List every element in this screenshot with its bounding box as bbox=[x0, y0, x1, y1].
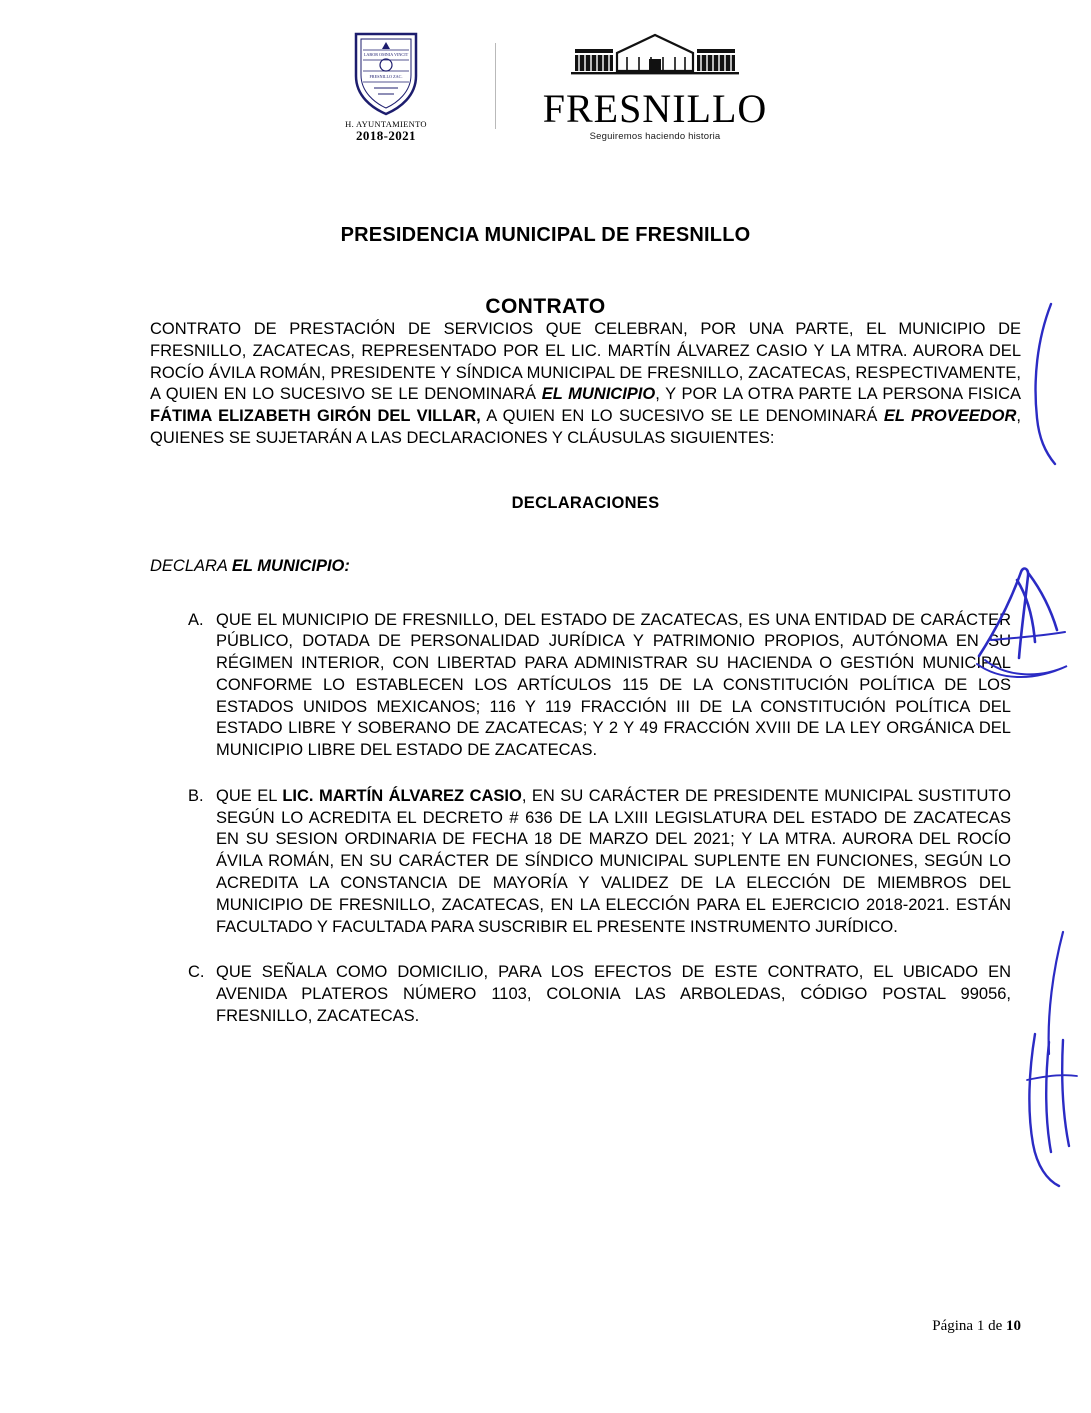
list-item-text bbox=[216, 786, 1011, 938]
list-item-text: QUE EL MUNICIPIO DE FRESNILLO, DEL ESTADO DE ZACATECAS, ES UNA ENTIDAD DE CARÁCTER PÚBLICO, DOTADA DE PERSONALIDAD JURÍDICA Y PATRIMONIO PROPIOS, AUTÓNOMA EN SU RÉGIMEN INTERIOR, CON LIBERTAD PARA ADMINISTRAR SU HACIENDA O GESTIÓN MUNICIPAL CONFORME LO ESTABLECEN LOS ARTÍCULOS 115 DE LA CONSTITUCIÓN POLÍTICA DE LOS ESTADOS UNIDOS MEXICANOS; 116 Y 119 FRACCIÓN III DE LA CONSTITUCIÓN POLÍTICA DEL ESTADO LIBRE Y SOBERANO DE ZACATECAS; Y 2 Y 49 FRACCIÓN XVIII DE LA LEY ORGÁNICA DEL MUNICIPIO LIBRE DEL ESTADO DE ZACATECAS. bbox=[216, 610, 1011, 760]
list-item-text-bold: LIC. MARTÍN ÁLVAREZ CASIO bbox=[282, 786, 522, 805]
declara-label: DECLARA bbox=[150, 556, 232, 575]
page-title-institution: PRESIDENCIA MUNICIPAL DE FRESNILLO bbox=[340, 224, 751, 246]
list-item-letter: C. bbox=[188, 963, 205, 982]
section-heading-declaraciones: DECLARACIONES bbox=[511, 493, 660, 512]
party-municipio-1: EL MUNICIPIO bbox=[541, 385, 656, 404]
intro-text-c: A QUIEN EN LO SUCESIVO SE LE DENOMINARÁ bbox=[480, 407, 884, 426]
list-item bbox=[188, 786, 1011, 938]
declara-party: EL MUNICIPIO: bbox=[231, 556, 350, 575]
declara-municipio-line bbox=[150, 557, 1021, 576]
page-number-prefix: Página 1 de bbox=[932, 1318, 1006, 1334]
list-item bbox=[188, 962, 1011, 1027]
intro-text-a: CONTRATO DE PRESTACIÓN DE SERVICIOS QUE CELEBRAN, POR UNA PARTE, EL MUNICIPIO DE FRESNILLO, ZACATECAS, REPRESENTADO POR EL LIC. MARTÍN ÁLVAREZ CASIO Y LA MTRA. AURORA DEL ROCÍO ÁVILA ROMÁN, PRESIDENTE Y SÍNDICA MUNICIPAL DE FRESNILLO, ZACATECAS, RESPECTIVAMENTE, A QUIEN EN LO SUCESIVO SE LE DENOMINARÁ bbox=[150, 320, 1021, 404]
list-item-text-prefix: QUE EL bbox=[216, 786, 283, 805]
declaration-list bbox=[188, 610, 1011, 1028]
party-proveedor-name: FÁTIMA ELIZABETH GIRÓN DEL VILLAR, bbox=[150, 407, 481, 426]
list-item-letter: B. bbox=[188, 786, 204, 805]
intro-text-d: , QUIENES SE SUJETARÁN A LAS DECLARACIONES Y CLÁUSULAS SIGUIENTES: bbox=[150, 407, 1022, 447]
page-number-total: 10 bbox=[1006, 1318, 1021, 1334]
crest-caption-line2: 2018-2021 bbox=[356, 127, 416, 143]
crest-caption-line1: H. AYUNTAMIENTO bbox=[345, 118, 427, 129]
document-header bbox=[0, 0, 1091, 146]
fresnillo-wordmark: FRESNILLO bbox=[542, 85, 768, 131]
fresnillo-logo-block bbox=[530, 31, 780, 142]
page-title-document: CONTRATO bbox=[485, 295, 606, 318]
svg-text:LABOR OMNIA VINCIT: LABOR OMNIA VINCIT bbox=[363, 51, 409, 57]
header-divider bbox=[495, 43, 496, 129]
intro-paragraph bbox=[150, 319, 1021, 450]
intro-text-b: , Y POR LA OTRA PARTE LA PERSONA FISICA bbox=[655, 385, 1022, 404]
fresnillo-tagline: Seguiremos haciendo historia bbox=[589, 130, 721, 142]
svg-text:FRESNILLO ZAC.: FRESNILLO ZAC. bbox=[369, 73, 403, 79]
list-item-letter: A. bbox=[188, 610, 204, 629]
coat-of-arms-block bbox=[311, 30, 461, 143]
document-body bbox=[150, 319, 1021, 1028]
list-item-text-suffix: , EN SU CARÁCTER DE PRESIDENTE MUNICIPAL SUSTITUTO SEGÚN LO ACREDITA EL DECRETO # 636 DE LA LXIII LEGISLATURA DEL ESTADO DE ZACATECAS EN SU SESION ORDINARIA DE FECHA 18 DE MARZO DEL 2021; Y LA MTRA. AURORA DEL ROCÍO ÁVILA ROMÁN, EN SU CARÁCTER DE SÍNDICO MUNICIPAL SUPLENTE EN FUNCIONES, SEGÚN LO ACREDITA LA CONSTANCIA DE MAYORÍA Y VALIDEZ DE LA ELECCIÓN DE MIEMBROS DEL MUNICIPIO DE FRESNILLO, ZACATECAS, EN LA ELECCIÓN PARA EL EJERCICIO 2018-2021. ESTÁN FACULTADO Y FACULTADA PARA SUSCRIBIR EL PRESENTE INSTRUMENTO JURÍDICO. bbox=[216, 786, 1012, 936]
list-item bbox=[188, 610, 1011, 762]
list-item-text: QUE SEÑALA COMO DOMICILIO, PARA LOS EFECTOS DE ESTE CONTRATO, EL UBICADO EN AVENIDA PLATEROS NÚMERO 1103, COLONIA LAS ARBOLEDAS, CÓDIGO POSTAL 99056, FRESNILLO, ZACATECAS. bbox=[216, 963, 1011, 1025]
page-number bbox=[932, 1318, 1021, 1335]
coat-of-arms-icon bbox=[350, 30, 422, 118]
fresnillo-skyline-icon bbox=[557, 31, 753, 87]
party-proveedor-1: EL PROVEEDOR bbox=[883, 407, 1017, 426]
